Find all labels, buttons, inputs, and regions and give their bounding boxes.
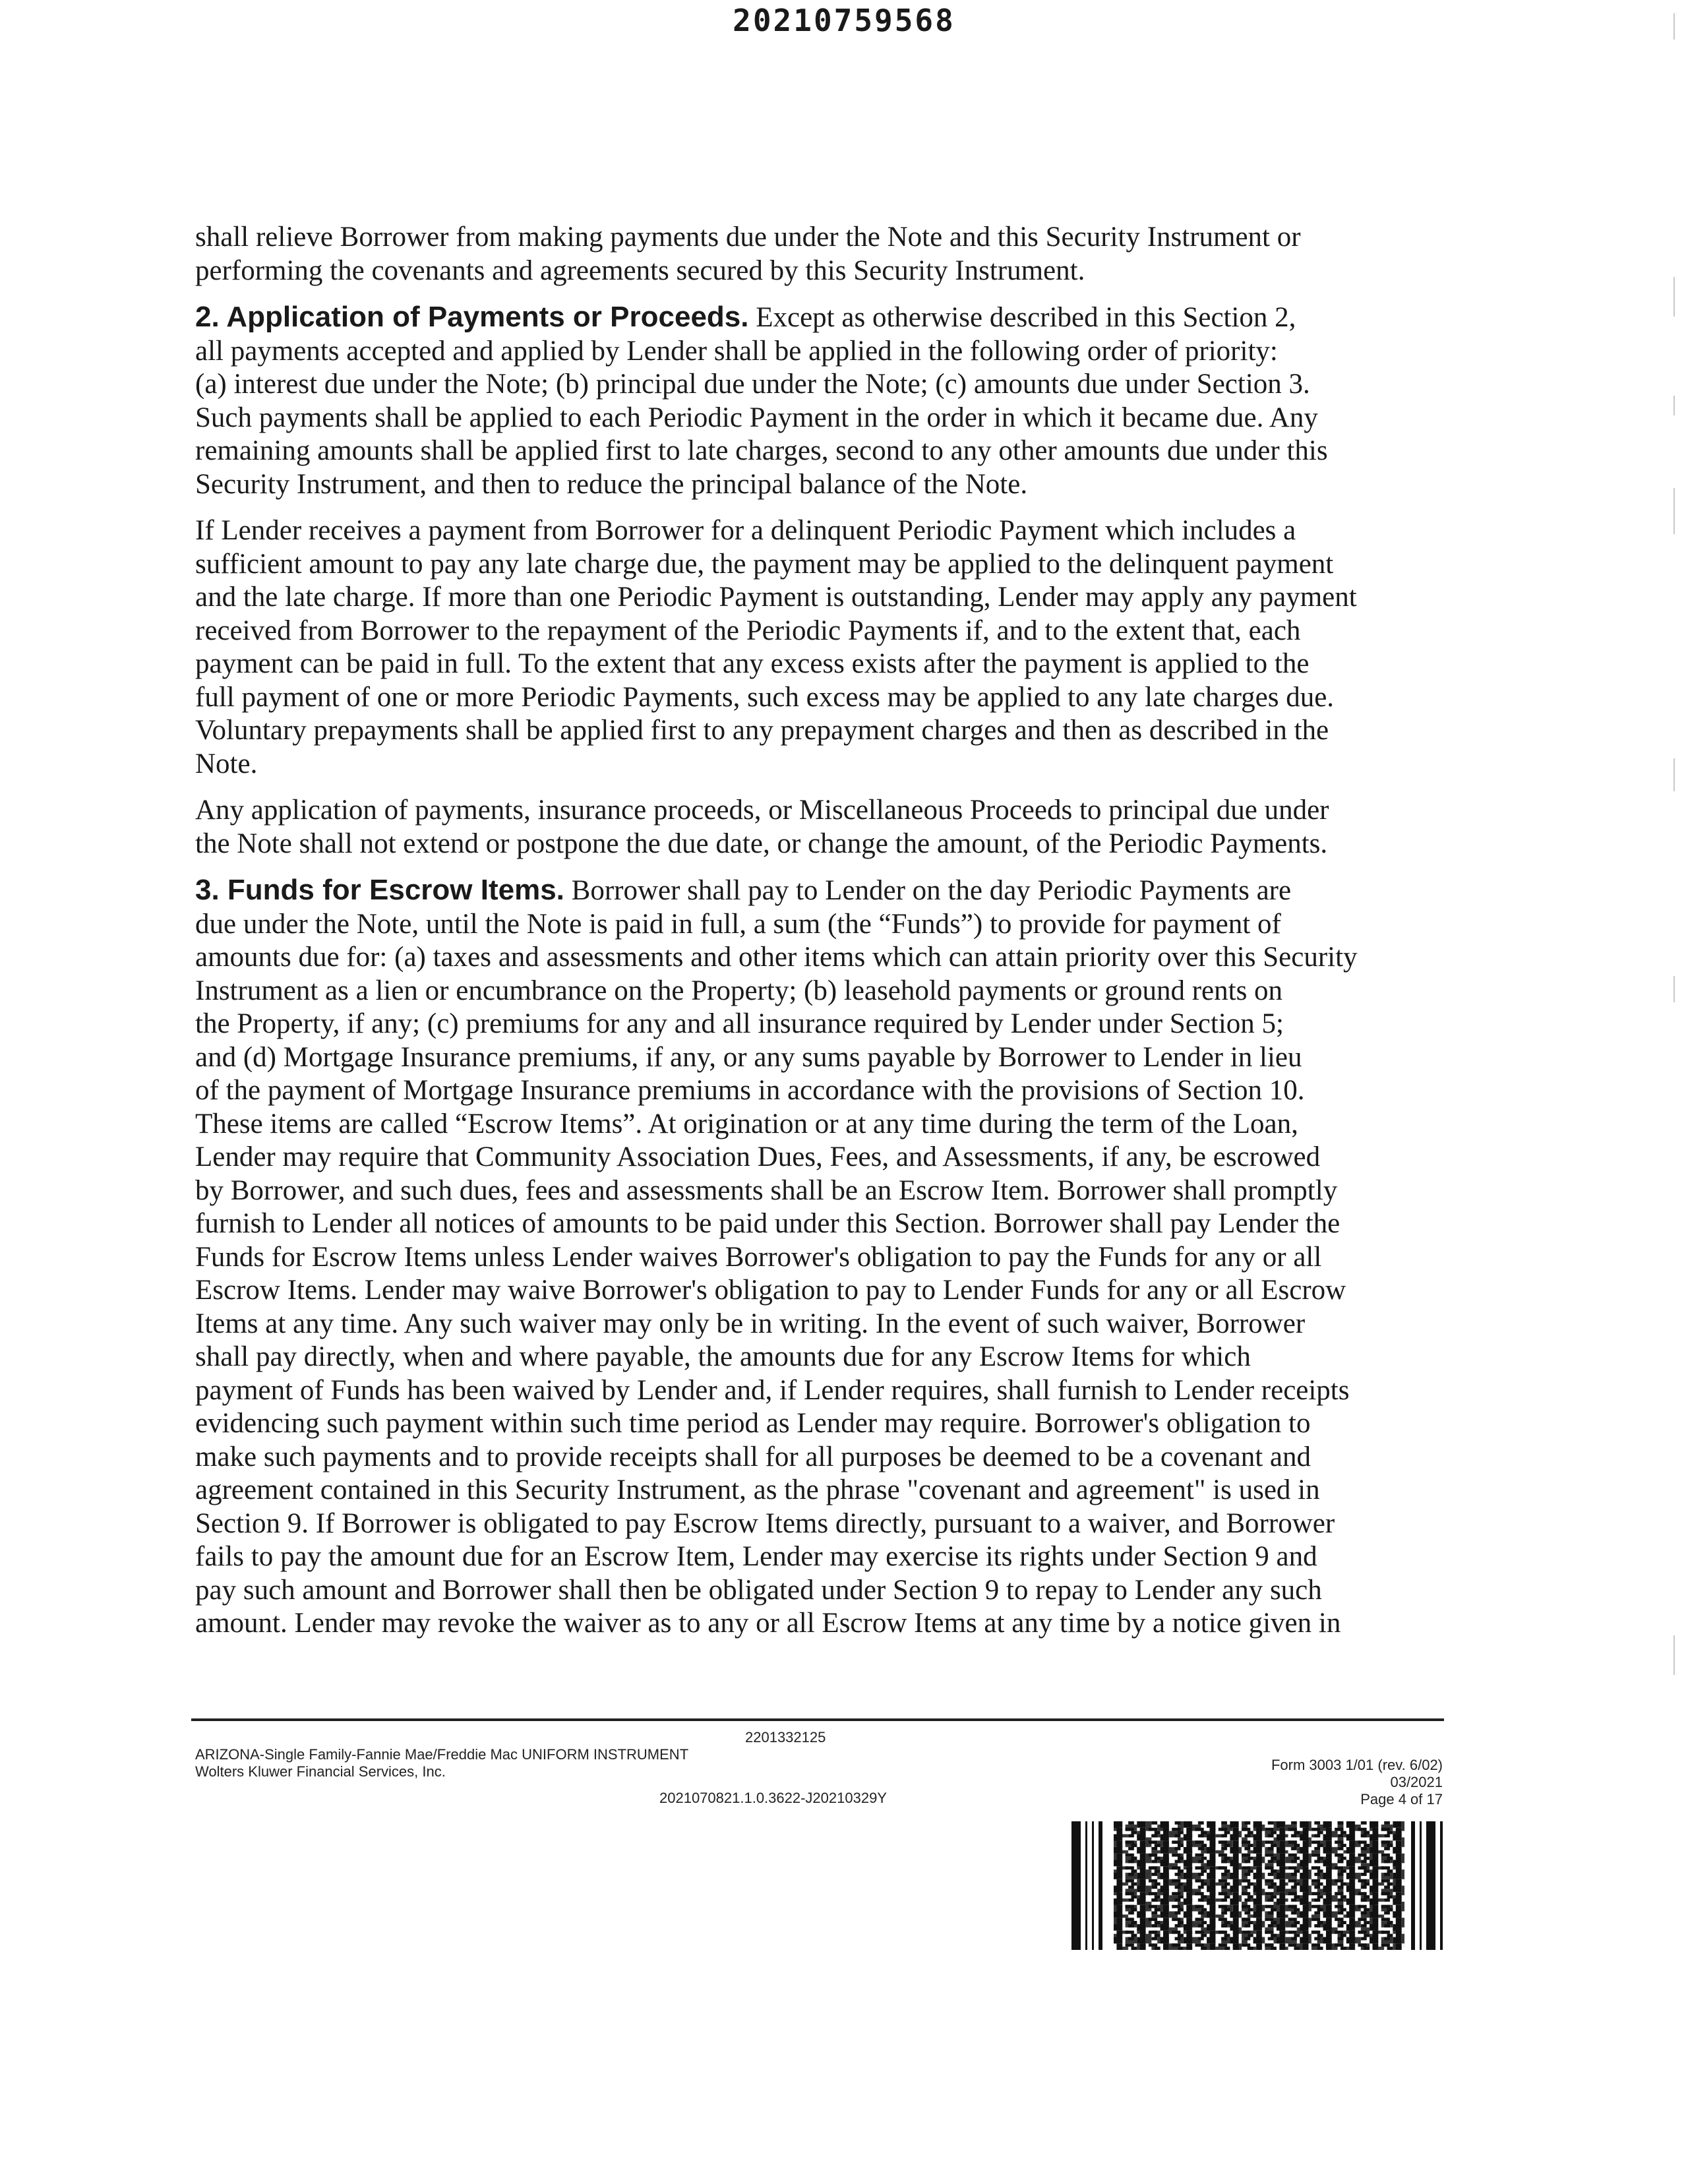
section-3-heading: 3. Funds for Escrow Items. [195, 874, 564, 906]
section-2-paragraph [195, 301, 1448, 501]
text-line: of the payment of Mortgage Insurance premiums in accordance with the provisions of Section 10. [195, 1075, 1305, 1106]
loan-number: 2201332125 [745, 1729, 826, 1745]
text-line: payment of Funds has been waived by Lender and, if Lender requires, shall furnish to Lender receipts [195, 1374, 1350, 1406]
text-line: Voluntary prepayments shall be applied first to any prepayment charges and then as described in the [195, 715, 1329, 746]
text-line: These items are called “Escrow Items”. At origination or at any time during the term of the Loan, [195, 1108, 1298, 1139]
text-line: by Borrower, and such dues, fees and assessments shall be an Escrow Item. Borrower shall promptly [195, 1174, 1338, 1206]
text-line: Such payments shall be applied to each Periodic Payment in the order in which it became due. Any [195, 402, 1318, 433]
text-line: Instrument as a lien or encumbrance on the Property; (b) leasehold payments or ground rents on [195, 975, 1283, 1006]
application-paragraph [195, 794, 1448, 861]
barcode-start-pattern [1071, 1821, 1107, 1950]
text-line: due under the Note, until the Note is paid in full, a sum (the “Funds”) to provide for payment of [195, 908, 1281, 940]
text-line: and the late charge. If more than one Periodic Payment is outstanding, Lender may apply any payment [195, 582, 1357, 613]
recording-number: 20210759568 [733, 3, 955, 38]
footer-divider [191, 1718, 1444, 1721]
document-body [195, 221, 1448, 1654]
text-line: payment can be paid in full. To the extent that any excess exists after the payment is applied to the [195, 648, 1310, 679]
text-line: Section 9. If Borrower is obligated to pay Escrow Items directly, pursuant to a waiver, and Borrower [195, 1507, 1335, 1539]
section-2-heading: 2. Application of Payments or Proceeds. [195, 301, 749, 333]
text-line: the Property, if any; (c) premiums for any and all insurance required by Lender under Section 5; [195, 1008, 1284, 1039]
text-line: the Note shall not extend or postpone the due date, or change the amount, of the Periodic Payments. [195, 828, 1328, 859]
page-number: Page 4 of 17 [1360, 1791, 1443, 1807]
document-id: 2021070821.1.0.3622-J20210329Y [659, 1790, 887, 1806]
scan-artifact [1673, 277, 1675, 317]
text-line: amounts due for: (a) taxes and assessments and other items which can attain priority over this Security [195, 942, 1358, 973]
text-line: shall pay directly, when and where payable, the amounts due for any Escrow Items for which [195, 1341, 1251, 1372]
barcode-stop-pattern [1411, 1821, 1447, 1950]
text-line: sufficient amount to pay any late charge due, the payment may be applied to the delinquent payment [195, 548, 1334, 580]
text-line: received from Borrower to the repayment of the Periodic Payments if, and to the extent that, each [195, 615, 1301, 646]
text-line: shall relieve Borrower from making payments due under the Note and this Security Instrument or [195, 222, 1301, 253]
text-line: Lender may require that Community Association Dues, Fees, and Assessments, if any, be escrowed [195, 1141, 1321, 1172]
text-line: pay such amount and Borrower shall then be obligated under Section 9 to repay to Lender any such [195, 1574, 1322, 1606]
scan-artifact [1673, 976, 1675, 1002]
scan-artifact [1673, 1635, 1675, 1675]
paragraph-continuation [195, 221, 1448, 288]
scan-artifact [1673, 13, 1675, 40]
text-line: Note. [195, 748, 258, 779]
barcode-data-area [1114, 1821, 1404, 1950]
scan-artifact [1673, 758, 1675, 791]
form-number: Form 3003 1/01 (rev. 6/02) [1271, 1757, 1443, 1773]
text-line: Borrower shall pay to Lender on the day Periodic Payments are [564, 875, 1292, 906]
section-3-paragraph [195, 874, 1448, 1641]
form-title: ARIZONA-Single Family-Fannie Mae/Freddie Mac UNIFORM INSTRUMENT [195, 1746, 689, 1763]
text-line: make such payments and to provide receipts shall for all purposes be deemed to be a covenant and [195, 1441, 1311, 1472]
text-line: amount. Lender may revoke the waiver as to any or all Escrow Items at any time by a notice given in [195, 1608, 1341, 1639]
form-date: 03/2021 [1390, 1774, 1443, 1790]
text-line: Funds for Escrow Items unless Lender waives Borrower's obligation to pay the Funds for any or all [195, 1241, 1322, 1273]
pdf417-barcode [1071, 1821, 1447, 1950]
text-line: Except as otherwise described in this Section 2, [748, 302, 1296, 333]
text-line: remaining amounts shall be applied first to late charges, second to any other amounts due under this [195, 435, 1328, 466]
text-line: agreement contained in this Security Instrument, as the phrase "covenant and agreement" is used in [195, 1474, 1320, 1505]
text-line: Any application of payments, insurance proceeds, or Miscellaneous Proceeds to principal due under [195, 795, 1329, 826]
delinquent-payment-paragraph [195, 514, 1448, 781]
text-line: If Lender receives a payment from Borrower for a delinquent Periodic Payment which includes a [195, 515, 1296, 546]
text-line: full payment of one or more Periodic Payments, such excess may be applied to any late charges due. [195, 681, 1335, 713]
text-line: Security Instrument, and then to reduce the principal balance of the Note. [195, 468, 1028, 500]
scan-artifact [1673, 488, 1675, 534]
scan-artifact [1673, 396, 1675, 415]
text-line: Items at any time. Any such waiver may only be in writing. In the event of such waiver, Borrower [195, 1308, 1306, 1339]
publisher-name: Wolters Kluwer Financial Services, Inc. [195, 1763, 446, 1780]
text-line: fails to pay the amount due for an Escrow Item, Lender may exercise its rights under Section 9 and [195, 1541, 1317, 1572]
text-line: Escrow Items. Lender may waive Borrower's obligation to pay to Lender Funds for any or all Escrow [195, 1275, 1346, 1306]
text-line: performing the covenants and agreements secured by this Security Instrument. [195, 255, 1085, 286]
text-line: (a) interest due under the Note; (b) principal due under the Note; (c) amounts due under Section 3. [195, 369, 1310, 400]
text-line: and (d) Mortgage Insurance premiums, if any, or any sums payable by Borrower to Lender in lieu [195, 1041, 1302, 1073]
text-line: evidencing such payment within such time period as Lender may require. Borrower's obligation to [195, 1408, 1311, 1439]
text-line: all payments accepted and applied by Lender shall be applied in the following order of priority: [195, 335, 1278, 367]
text-line: furnish to Lender all notices of amounts to be paid under this Section. Borrower shall pay Lender the [195, 1208, 1341, 1239]
